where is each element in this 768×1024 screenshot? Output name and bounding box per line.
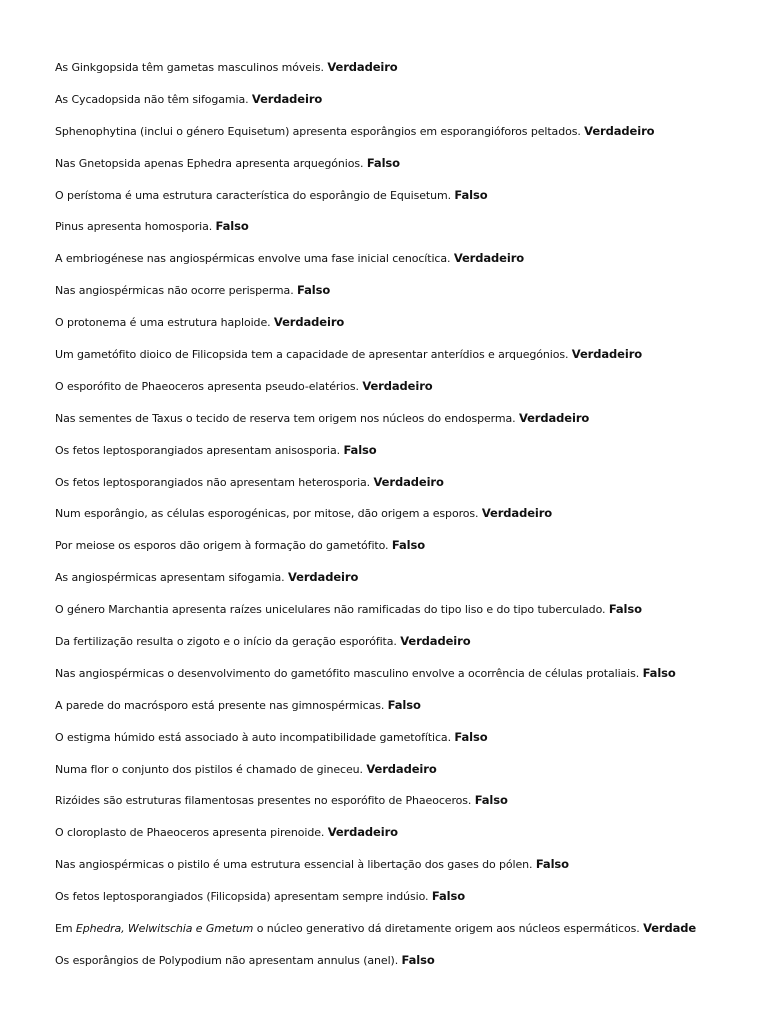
list-item — [55, 601, 755, 633]
list-item — [55, 218, 755, 250]
statement-text: O perístoma é uma estrutura característica do esporângio de Equisetum. — [55, 188, 452, 202]
answer-text: Falso — [401, 952, 435, 967]
answer-text: Falso — [215, 219, 249, 234]
answer-text: Verdadeiro — [287, 570, 359, 585]
list-item — [55, 761, 755, 793]
list-item — [55, 442, 755, 474]
answer-text: Verdadeiro — [327, 60, 398, 74]
statement-text: Por meiose os esporos dão origem à formação do gametófito. — [55, 539, 389, 553]
list-item — [55, 155, 755, 187]
list-item — [55, 537, 755, 569]
list-item — [55, 91, 755, 123]
list-item — [55, 856, 755, 888]
statement-text: Numa flor o conjunto dos pistilos é chamado de gineceu. — [55, 762, 363, 776]
list-item — [55, 633, 755, 665]
list-item — [55, 410, 755, 442]
statement-italic: Ephedra, Welwitschia e Gmetum — [75, 922, 254, 936]
statement-text: A parede do macrósporo está presente nas gimnospérmicas. — [55, 698, 385, 712]
answer-text: Falso — [608, 602, 642, 617]
answer-text: Verdadeiro — [362, 378, 433, 393]
statement-text: Nas angiospérmicas o pistilo é uma estrutura essencial à libertação dos gases do pólen. — [55, 858, 533, 872]
statement-text: Os fetos leptosporangiados não apresentam heterosporia. — [55, 475, 371, 489]
statement-list — [55, 59, 755, 984]
statement-text: O cloroplasto de Phaeoceros apresenta pirenoide. — [55, 826, 325, 840]
list-item — [55, 505, 755, 537]
statement-text: Num esporângio, as células esporogénicas, por mitose, dão origem a esporos. — [55, 507, 479, 521]
statement-prefix: Em — [55, 922, 73, 936]
list-item — [55, 378, 755, 410]
list-item — [55, 824, 755, 856]
statement-text: Os fetos leptosporangiados (Filicopsida) apresentam sempre indúsio. — [55, 890, 429, 904]
answer-text: Falso — [454, 729, 488, 744]
answer-text: Verdadeiro — [453, 251, 525, 266]
statement-text: A embriogénese nas angiospérmicas envolve uma fase inicial cenocítica. — [55, 252, 451, 266]
answer-text: Verdadeiro — [273, 315, 345, 330]
answer-text: Verdadeiro — [366, 761, 437, 776]
statement-text: Da fertilização resulta o zigoto e o início da geração esporófita. — [55, 635, 397, 649]
statement-text: O esporófito de Phaeoceros apresenta pseudo-elatérios. — [55, 379, 359, 393]
statement-text: Nas angiospérmicas o desenvolvimento do gametófito masculino envolve a ocorrência de células protaliais. — [55, 666, 640, 680]
list-item — [55, 697, 755, 729]
statement-text: Os esporângios de Polypodium não apresentam annulus (anel). — [55, 953, 399, 967]
list-item — [55, 920, 755, 952]
answer-text: Verdade — [643, 921, 697, 936]
statement-text: As angiospérmicas apresentam sifogamia. — [55, 571, 285, 585]
answer-text: Falso — [297, 283, 331, 298]
answer-text: Falso — [343, 442, 377, 457]
statement-text: Rizóides são estruturas filamentosas presentes no esporófito de Phaeoceros. — [55, 794, 472, 808]
answer-text: Falso — [474, 793, 508, 808]
list-item — [55, 665, 755, 697]
list-item — [55, 952, 755, 984]
statement-text: Nas Gnetopsida apenas Ephedra apresenta arquegónios. — [55, 156, 364, 170]
list-item — [55, 314, 755, 346]
answer-text: Falso — [366, 155, 400, 170]
statement-text: Nas sementes de Taxus o tecido de reserva tem origem nos núcleos do endosperma. — [55, 411, 516, 425]
answer-text: Falso — [391, 538, 426, 553]
statement-text: O protonema é uma estrutura haploide. — [55, 316, 271, 330]
statement-text: As Ginkgopsida têm gametas masculinos móveis. — [55, 61, 324, 74]
answer-text: Falso — [431, 889, 465, 904]
statement-text: Sphenophytina (inclui o género Equisetum) apresenta esporângios em esporangióforos peltados. — [55, 124, 581, 138]
statement-text: O estigma húmido está associado à auto incompatibilidade gametofítica. — [55, 730, 451, 744]
answer-text: Verdadeiro — [327, 825, 398, 840]
statement-text: O género Marchantia apresenta raízes unicelulares não ramificadas do tipo liso e do tipo tuberculado. — [55, 603, 606, 617]
list-item — [55, 59, 755, 91]
answer-text: Verdadeiro — [400, 634, 471, 649]
answer-text: Verdadeiro — [481, 506, 553, 521]
answer-text: Falso — [454, 187, 488, 202]
answer-text: Verdadeiro — [518, 410, 590, 425]
answer-text: Falso — [387, 697, 421, 712]
list-item — [55, 282, 755, 314]
list-item — [55, 792, 755, 824]
list-item — [55, 888, 755, 920]
answer-text: Falso — [535, 857, 569, 872]
list-item — [55, 569, 755, 601]
statement-suffix: o núcleo generativo dá diretamente origem aos núcleos espermáticos. — [256, 922, 640, 936]
answer-text: Verdadeiro — [584, 123, 655, 138]
answer-text: Verdadeiro — [571, 347, 643, 362]
list-item — [55, 123, 755, 155]
answer-text: Falso — [642, 665, 676, 680]
list-item — [55, 474, 755, 506]
statement-text: Um gametófito dioico de Filicopsida tem a capacidade de apresentar anterídios e arquegónios. — [55, 348, 569, 362]
statement-text: As Cycadopsida não têm sifogamia. — [55, 92, 249, 106]
statement-text: Pinus apresenta homosporia. — [55, 220, 213, 234]
list-item — [55, 250, 755, 282]
statement-text: Os fetos leptosporangiados apresentam anisosporia. — [55, 443, 341, 457]
list-item — [55, 346, 755, 378]
list-item — [55, 729, 755, 761]
statement-text: Nas angiospérmicas não ocorre perisperma. — [55, 284, 294, 298]
answer-text: Verdadeiro — [251, 91, 323, 106]
answer-text: Verdadeiro — [373, 474, 444, 489]
list-item — [55, 187, 755, 219]
